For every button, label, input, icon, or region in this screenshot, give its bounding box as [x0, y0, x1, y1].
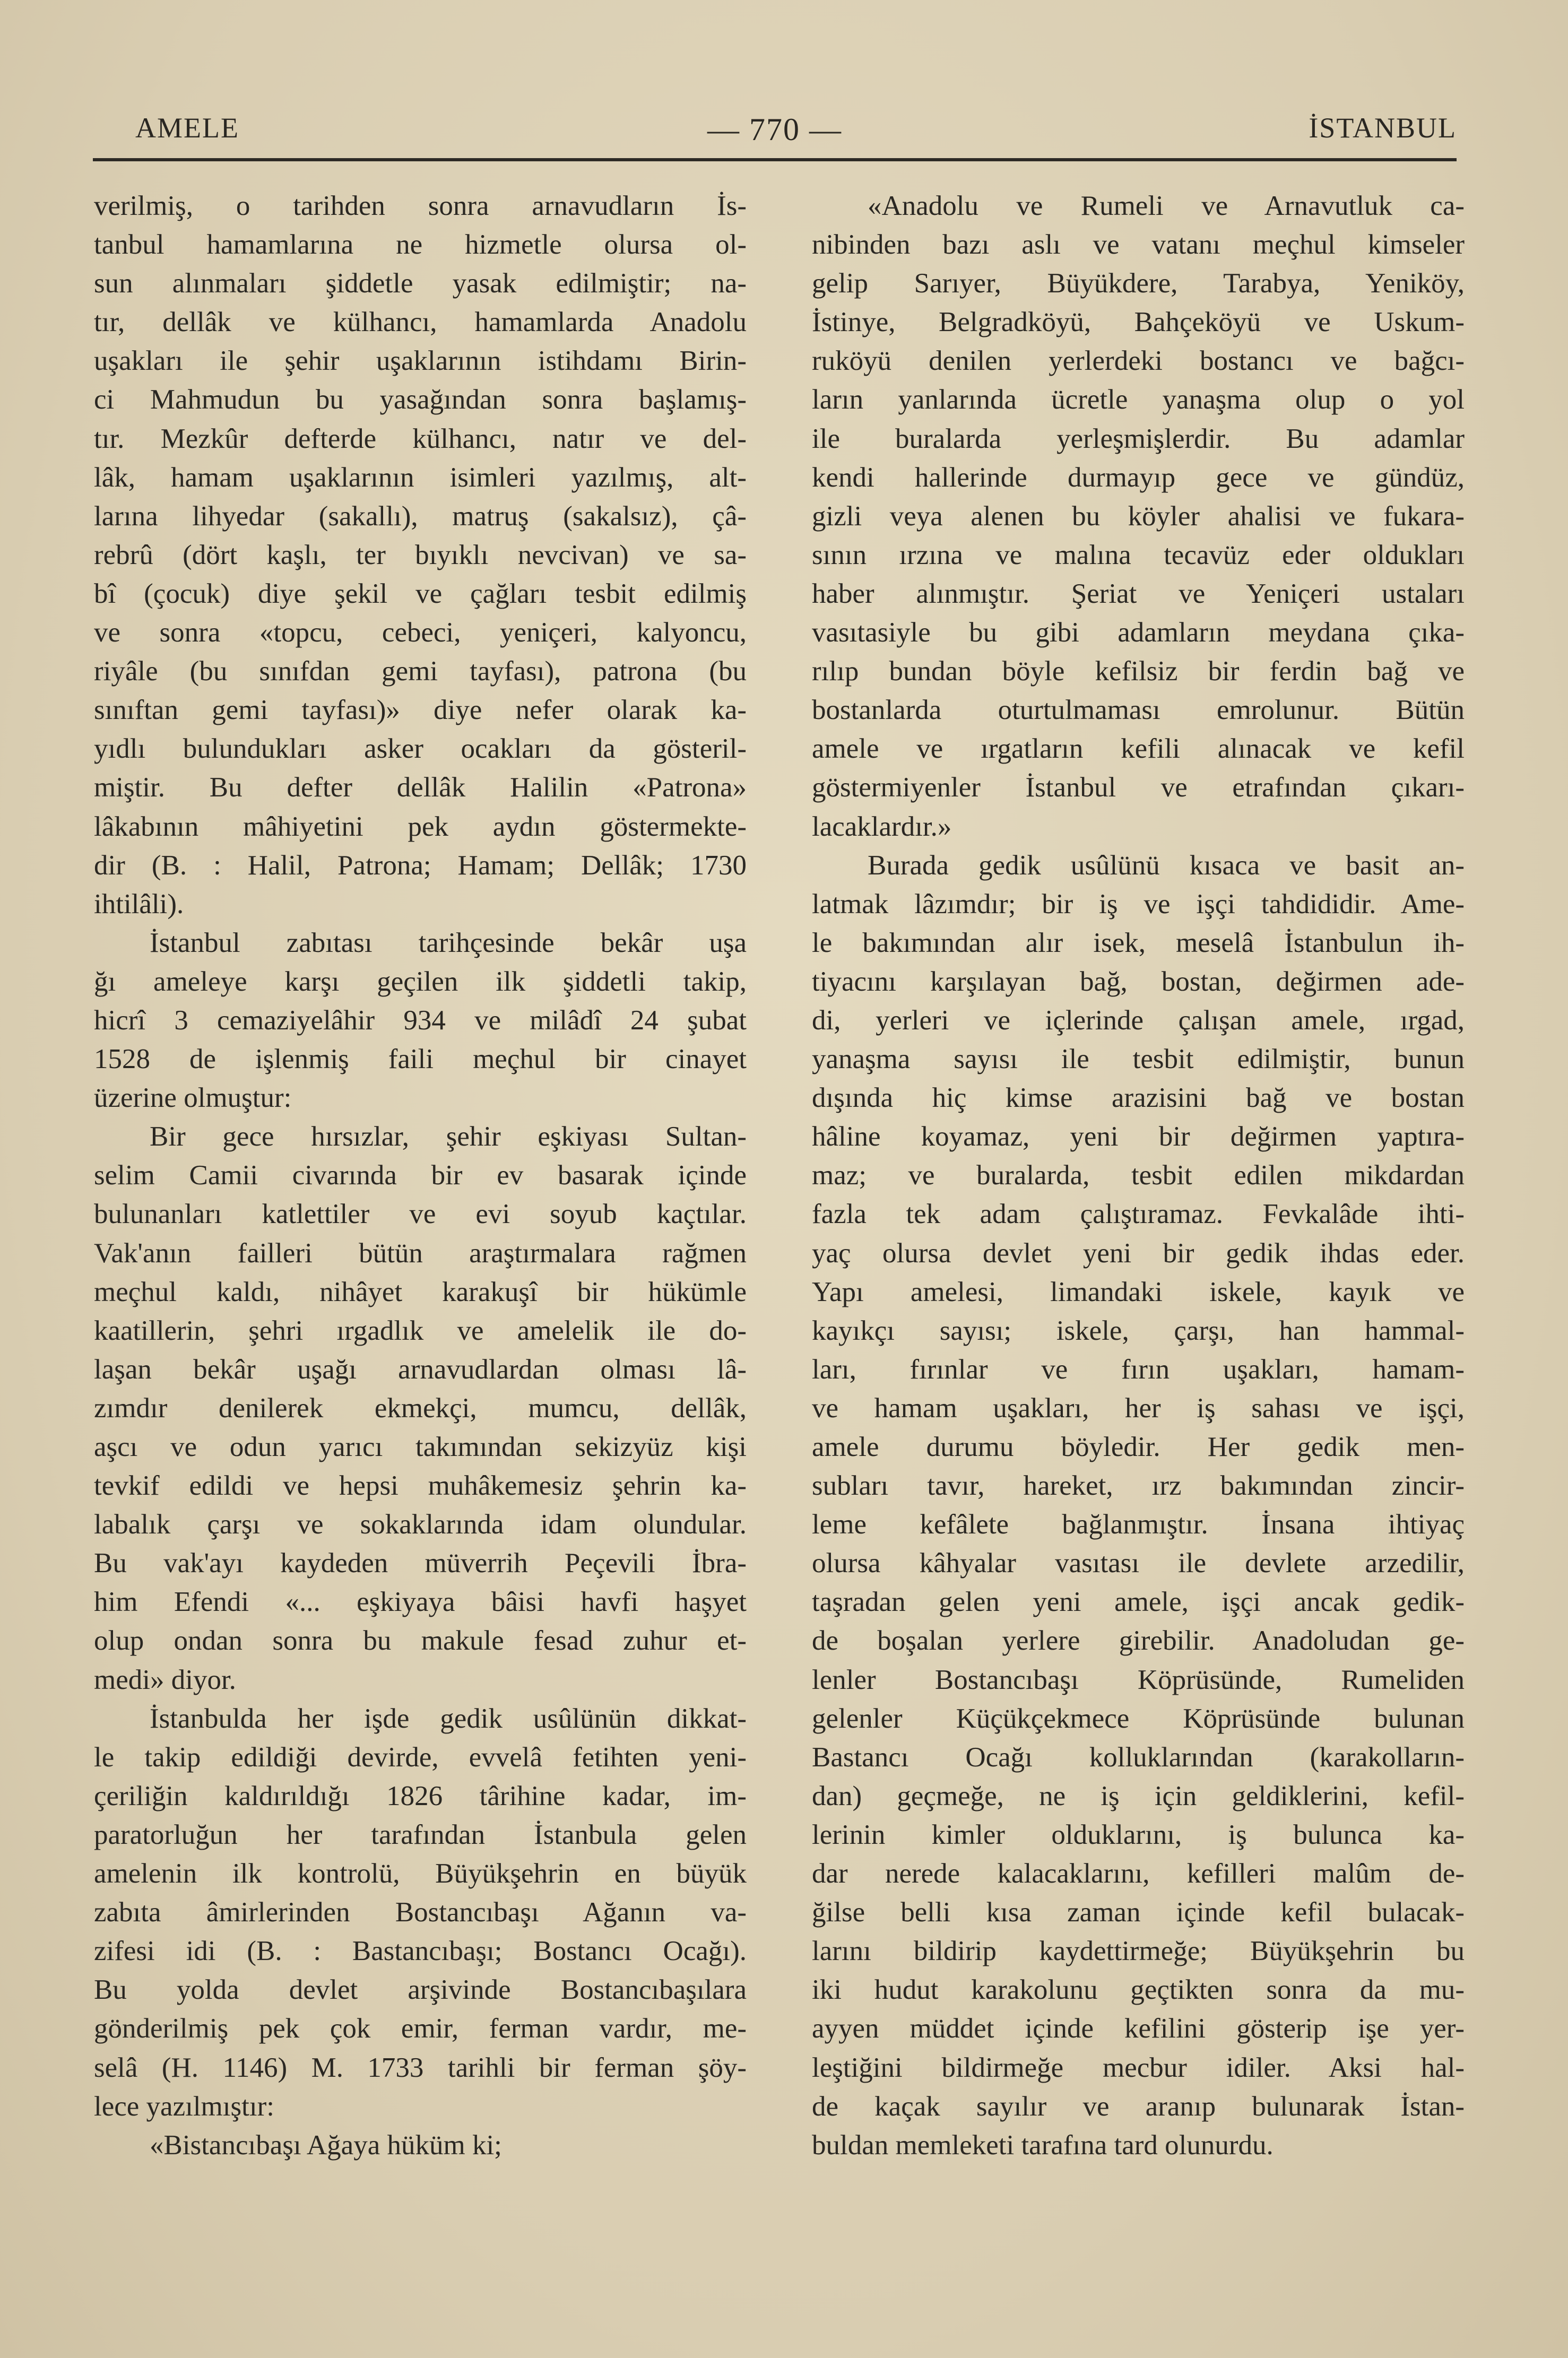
text-line: ve hamam uşakları, her iş sahası ve işçi, [812, 1392, 1465, 1424]
text-line: amele durumu böyledir. Her gedik men- [812, 1432, 1465, 1462]
text-line: tır, dellâk ve külhancı, hamamlarda Anadolu [94, 307, 747, 338]
text-line: hâline koyamaz, yeni bir değirmen yaptıra- [812, 1121, 1465, 1152]
text-line: ve sonra «topcu, cebeci, yeniçeri, kalyoncu, [94, 617, 747, 648]
paragraph [94, 1117, 747, 1699]
text-line: Bir gece hırsızlar, şehir eşkiyası Sultan- [150, 1121, 747, 1152]
text-line: lâk, hamam uşaklarının isimleri yazılmış, alt- [94, 462, 747, 493]
text-line: Bu yolda devlet arşivinde Bostancıbaşılara [94, 1974, 747, 2006]
left-column [94, 187, 747, 2165]
text-line: paratorluğun her tarafından İstanbula gelen [94, 1819, 747, 1850]
text-line: amelenin ilk kontrolü, Büyükşehrin en büyük [94, 1858, 747, 1889]
text-line: laşan bekâr uşağı arnavudlardan olması lâ- [94, 1354, 747, 1385]
text-line: «Anadolu ve Rumeli ve Arnavutluk ca- [868, 190, 1465, 221]
paragraph [94, 1700, 747, 2126]
text-line: Bastancı Ocağı kolluklarından (karakolların- [812, 1741, 1465, 1773]
text-line: lerinin kimler olduklarını, iş bulunca ka- [812, 1819, 1465, 1850]
text-line: meçhul kaldı, nihâyet karakuşî bir hükümle [94, 1276, 747, 1307]
text-line: amele ve ırgatların kefili alınacak ve kefil [812, 733, 1465, 765]
text-line: ğı ameleye karşı geçilen ilk şiddetli takip, [94, 966, 747, 997]
text-line: zımdır denilerek ekmekçi, mumcu, dellâk, [94, 1392, 747, 1424]
text-line: bî (çocuk) diye şekil ve çağları tesbit edilmiş [94, 578, 747, 609]
text-line: vasıtasiyle bu gibi adamların meydana çıka- [812, 617, 1465, 648]
text-line: larına lihyedar (sakallı), matruş (sakalsız), çâ- [94, 500, 747, 532]
text-line: labalık çarşı ve sokaklarında idam olundular. [94, 1509, 747, 1540]
text-line: Burada gedik usûlünü kısaca ve basit an- [868, 849, 1465, 881]
text-line: ayyen müddet içinde kefilini gösterip işe yer- [812, 2013, 1465, 2044]
right-column [812, 187, 1465, 2165]
text-line: dar nerede kalacaklarını, kefilleri malûm de- [812, 1858, 1465, 1889]
header-rule [93, 158, 1457, 161]
text-line: ruköyü denilen yerlerdeki bostancı ve bağcı- [812, 345, 1465, 377]
text-line: de kaçak sayılır ve aranıp bulunarak İstan- [812, 2091, 1465, 2122]
text-line: le bakımından alır isek, meselâ İstanbulun ih- [812, 927, 1465, 958]
text-line: dan) geçmeğe, ne iş için geldiklerini, kefil- [812, 1780, 1465, 1811]
text-line: hicrî 3 cemaziyelâhir 934 ve milâdî 24 şubat [94, 1004, 747, 1036]
text-line: kendi hallerinde durmayıp gece ve gündüz, [812, 462, 1465, 493]
text-line: ların yanlarında ücretle yanaşma olup o yol [812, 384, 1465, 415]
text-line: selâ (H. 1146) M. 1733 tarihli bir ferman şöy- [94, 2052, 747, 2083]
text-line: Bu vak'ayı kaydeden müverrih Peçevili İbra- [94, 1548, 747, 1579]
text-line: zifesi idi (B. : Bastancıbaşı; Bostancı Ocağı). [94, 1936, 747, 1967]
paragraph [812, 846, 1465, 2165]
text-line: di, yerleri ve içlerinde çalışan amele, ırgad, [812, 1004, 1465, 1036]
text-line: dışında hiç kimse arazisini bağ ve bostan [812, 1082, 1465, 1114]
text-line: üzerine olmuştur: [94, 1082, 292, 1114]
text-line: sının ırzına ve malına tecavüz eder oldukları [812, 539, 1465, 570]
header-book-title: İSTANBUL [1309, 112, 1457, 144]
text-line: olursa kâhyalar vasıtası ile devlete arzedilir, [812, 1548, 1465, 1579]
text-line: tır. Mezkûr defterde külhancı, natır ve del- [94, 423, 747, 454]
text-line: verilmiş, o tarihden sonra arnavudların İs- [94, 190, 747, 221]
text-line: çeriliğin kaldırıldığı 1826 târihine kadar, im- [94, 1780, 747, 1811]
text-line: sun alınmaları şiddetle yasak edilmiştir; na- [94, 268, 747, 299]
text-line: maz; ve buralarda, tesbit edilen mikdardan [812, 1160, 1465, 1191]
text-line: de boşalan yerlere girebilir. Anadoludan ge- [812, 1625, 1465, 1657]
text-line: lenler Bostancıbaşı Köprüsünde, Rumeliden [812, 1664, 1465, 1695]
text-line: leştiğini bildirmeğe mecbur idiler. Aksi hal- [812, 2052, 1465, 2083]
text-line: buldan memleketi tarafına tard olunurdu. [812, 2129, 1274, 2161]
page-number: — 770 — [707, 112, 842, 147]
text-line: tanbul hamamlarına ne hizmetle olursa ol- [94, 229, 747, 261]
text-line: miştir. Bu defter dellâk Halilin «Patrona» [94, 772, 747, 803]
text-line: him Efendi «... eşkiyaya bâisi havfi haşyet [94, 1587, 747, 1618]
paragraph [812, 187, 1465, 846]
text-line: haber alınmıştır. Şeriat ve Yeniçeri ustaları [812, 578, 1465, 609]
text-line: gizli veya alenen bu köyler ahalisi ve fukara- [812, 500, 1465, 532]
text-line: medi» diyor. [94, 1664, 236, 1695]
text-line: dir (B. : Halil, Patrona; Hamam; Dellâk; 1730 [94, 849, 747, 881]
text-line: leme kefâlete bağlanmıştır. İnsana ihtiyaç [812, 1509, 1465, 1540]
text-line: Vak'anın failleri bütün araştırmalara rağmen [94, 1237, 747, 1269]
text-line: göstermiyenler İstanbul ve etrafından çıkarı- [812, 772, 1465, 803]
text-line: subları tavır, hareket, ırz bakımından zincir- [812, 1470, 1465, 1502]
text-line: «Bistancıbaşı Ağaya hüküm ki; [150, 2129, 502, 2161]
text-line: ile buralarda yerleşmişlerdir. Bu adamlar [812, 423, 1465, 454]
text-line: İstanbulda her işde gedik usûlünün dikkat- [150, 1703, 747, 1734]
text-line: larını bildirip kaydettirmeğe; Büyükşehrin bu [812, 1936, 1465, 1967]
text-line: bulunanları katlettiler ve evi soyub kaçtılar. [94, 1199, 747, 1230]
paragraph [94, 187, 747, 924]
text-line: latmak lâzımdır; bir iş ve işçi tahdididir. Ame- [812, 888, 1465, 920]
text-line: gelip Sarıyer, Büyükdere, Tarabya, Yeniköy, [812, 268, 1465, 299]
text-line: bostanlarda oturtulmaması emrolunur. Bütün [812, 695, 1465, 726]
text-line: lacaklardır.» [812, 811, 952, 842]
text-line: fazla tek adam çalıştıramaz. Fevkalâde ihti- [812, 1199, 1465, 1230]
text-line: rılıp bundan böyle kefilsiz bir ferdin bağ ve [812, 656, 1465, 687]
text-line: taşradan gelen yeni amele, işçi ancak gedik- [812, 1587, 1465, 1618]
text-line: ğilse belli kısa zaman içinde kefil bulacak- [812, 1897, 1465, 1928]
text-line: tiyacını karşılayan bağ, bostan, değirmen ade- [812, 966, 1465, 997]
text-line: Yapı amelesi, limandaki iskele, kayık ve [812, 1276, 1465, 1307]
text-line: uşakları ile şehir uşaklarının istihdamı Birin- [94, 345, 747, 377]
text-line: kaatillerin, şehri ırgadlık ve amelelik ile do- [94, 1315, 747, 1346]
text-line: selim Camii civarında bir ev basarak içinde [94, 1160, 747, 1191]
text-line: olup ondan sonra bu makule fesad zuhur et- [94, 1625, 747, 1657]
paragraph [94, 2126, 747, 2165]
running-header [93, 111, 1457, 149]
text-line: yaç olursa devlet yeni bir gedik ihdas eder. [812, 1237, 1465, 1269]
text-line: iki hudut karakolunu geçtikten sonra da mu- [812, 1974, 1465, 2006]
text-line: yıdlı bulundukları asker ocakları da gösteril- [94, 733, 747, 765]
text-line: lâkabının mâhiyetini pek aydın göstermekte- [94, 811, 747, 842]
text-line: nibinden bazı aslı ve vatanı meçhul kimseler [812, 229, 1465, 261]
text-line: 1528 de işlenmiş faili meçhul bir cinayet [94, 1044, 747, 1075]
text-line: İstanbul zabıtası tarihçesinde bekâr uşa [150, 927, 747, 958]
paragraph [94, 924, 747, 1117]
text-line: riyâle (bu sınıfdan gemi tayfası), patrona (bu [94, 656, 747, 687]
text-line: yanaşma sayısı ile tesbit edilmiştir, bunun [812, 1044, 1465, 1075]
text-line: sınıftan gemi tayfası)» diye nefer olarak ka- [94, 695, 747, 726]
text-line: kayıkçı sayısı; iskele, çarşı, han hammal- [812, 1315, 1465, 1346]
text-line: tevkif edildi ve hepsi muhâkemesiz şehrin ka- [94, 1470, 747, 1502]
text-line: lece yazılmıştır: [94, 2091, 274, 2122]
text-line: gönderilmiş pek çok emir, ferman vardır, me- [94, 2013, 747, 2044]
text-line: rebrû (dört kaşlı, ter bıyıklı nevcivan) ve sa- [94, 539, 747, 570]
text-line: zabıta âmirlerinden Bostancıbaşı Ağanın va- [94, 1897, 747, 1928]
text-line: aşcı ve odun yarıcı takımından sekizyüz kişi [94, 1432, 747, 1462]
text-line: ihtilâli). [94, 888, 184, 920]
text-line: ci Mahmudun bu yasağından sonra başlamış- [94, 384, 747, 415]
text-line: le takip edildiği devirde, evvelâ fetihten yeni- [94, 1741, 747, 1773]
text-line: İstinye, Belgradköyü, Bahçeköyü ve Uskum- [812, 307, 1465, 338]
text-line: gelenler Küçükçekmece Köprüsünde bulunan [812, 1703, 1465, 1734]
header-section-title: AMELE [135, 112, 239, 144]
text-line: ları, fırınlar ve fırın uşakları, hamam- [812, 1354, 1465, 1385]
